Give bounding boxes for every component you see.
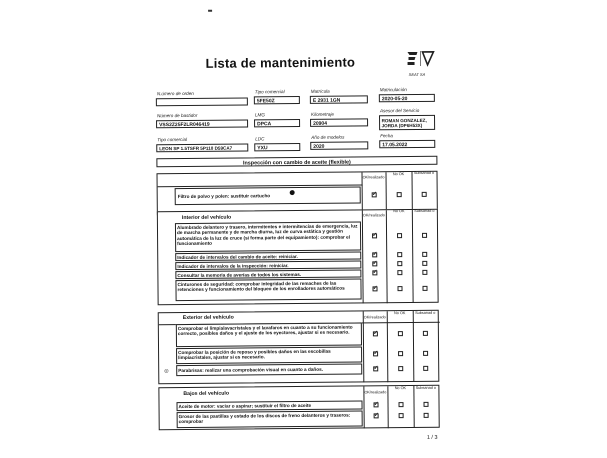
km-label: Kilometraje [311, 113, 334, 118]
scan-speck [208, 10, 212, 12]
checkbox-sub[interactable] [422, 261, 427, 266]
checkbox-sub[interactable] [424, 402, 429, 407]
checkbox-ok[interactable] [372, 261, 377, 266]
modelo-field [310, 141, 368, 150]
checkbox-no[interactable] [397, 286, 402, 291]
lmg-label: LMG [255, 113, 265, 118]
checkbox-no[interactable] [397, 261, 402, 266]
check-item: Alumbrado delantero y trasero, intermitentes e intermitencias de emergencia, luz de marcha permanente y de marcha diurna, luz de curva estática y gestión automática de la luz de cruce (si forma parte del equipamiento): comprobar el funcionamiento [177, 223, 359, 247]
fecha-value: 17.05.2022 [382, 143, 407, 148]
section-title-bajos: Bajos del vehículo [183, 392, 229, 398]
ldc-field [254, 143, 300, 151]
inspection-title: Inspección con cambio de aceite (flexible) [157, 159, 436, 167]
checkbox-sub[interactable] [422, 286, 427, 291]
col-header-sub: Subsanad o [414, 311, 437, 315]
checkbox-sub[interactable] [424, 413, 429, 418]
check-item: Filtro de polvo y polen: sustituir cartucho [178, 193, 298, 200]
checkbox-sub[interactable] [422, 233, 427, 238]
matriculacion-value: 2020-05-20 [382, 97, 408, 102]
ldc-value: YXU [257, 146, 267, 151]
checkbox-sub[interactable] [422, 252, 427, 257]
col-header-ok: OK/realizado [363, 390, 387, 394]
checkbox-ok[interactable] [374, 402, 379, 407]
checkbox-no[interactable] [399, 413, 404, 418]
checkbox-sub[interactable] [423, 331, 428, 336]
circle-mark-icon: ◎ [164, 368, 168, 374]
col-header-ok: OK/realizado [362, 175, 386, 179]
matriculacion-field [379, 94, 435, 102]
checkbox-ok[interactable] [372, 286, 377, 291]
seat-logo [405, 49, 435, 74]
col-header-sub: Subsanad o [413, 209, 436, 213]
ldc-label: LDC [255, 137, 264, 142]
check-item: Grosor de las pastillas y estado de los discos de freno delanteros y traseros: comprobar [179, 412, 361, 425]
col-header-sub: Subsanad o [412, 171, 435, 175]
matricula-value: E 2931 1GN [313, 98, 341, 103]
check-item: Indicador de intervalos del cambio de aceite: reiniciar. [177, 253, 359, 260]
asesor-label: Asesor del Servicio [380, 109, 419, 114]
tipo-field [156, 143, 248, 152]
km-field [310, 118, 368, 127]
checkbox-ok[interactable] [373, 351, 378, 356]
checkbox-ok[interactable] [373, 366, 378, 371]
tipo-comercial-value: 5FE50Z [257, 99, 275, 104]
km-value: 20904 [313, 121, 327, 126]
tipo-value: LEON SP 1.5TSFR 5P110 D59CA7 [159, 146, 232, 151]
checkbox-no[interactable] [397, 192, 402, 197]
checkbox-sub[interactable] [422, 192, 427, 197]
bastidor-field [156, 119, 248, 128]
page-title: Lista de mantenimiento [205, 56, 355, 70]
checkbox-no[interactable] [397, 233, 402, 238]
brand-caption: SEAT SA [409, 73, 426, 77]
checkbox-sub[interactable] [423, 351, 428, 356]
col-header-no: No OK [387, 386, 413, 390]
check-item: Parabrisas: realizar una comprobación visual en cuanto a daños. [178, 366, 360, 373]
check-item: Aceite de motor: vaciar o aspirar; sustituir el filtro de aceite [179, 402, 361, 409]
checkbox-sub[interactable] [423, 366, 428, 371]
bastidor-label: Número de bastidor [157, 114, 197, 119]
page-number: 1 / 3 [427, 436, 438, 442]
orden-field [156, 97, 248, 106]
lmg-value: DPCA [257, 122, 271, 127]
checkbox-ok[interactable] [372, 192, 377, 197]
section-title-exterior: Exterior del vehículo [183, 316, 234, 322]
checkbox-no[interactable] [398, 351, 403, 356]
asesor-field [379, 115, 435, 130]
col-header-ok: OK/realizado [362, 213, 386, 217]
checkbox-ok[interactable] [372, 270, 377, 275]
orden-label: N.úmero de orden [157, 92, 194, 97]
checkbox-ok[interactable] [372, 233, 377, 238]
checkbox-no[interactable] [397, 270, 402, 275]
fecha-label: Fecha [380, 134, 393, 139]
check-item: Comprobar el limpialavacristales y el lavafaros en cuanto a su funcionamiento correcto, posibles daños y el ajuste de los eyectores, ajustar si es necesario. [178, 324, 360, 337]
asesor-value: ROMAN GONZALEZ, JORDA (DP6H53X) [382, 117, 434, 129]
matricula-label: Matrícula [311, 90, 330, 95]
check-item: Comprobar la posición de reposo y posibles daños en las escobillas limpiacristales, ajustar si es necesario. [178, 348, 360, 361]
section-title-interior: Interior del vehículo [182, 216, 231, 222]
modelo-label: Año de modelos [311, 136, 344, 141]
checkbox-sub[interactable] [422, 270, 427, 275]
checkbox-ok[interactable] [372, 252, 377, 257]
checkbox-no[interactable] [398, 331, 403, 336]
bullet-dot [290, 190, 295, 195]
check-item: Consultar la memoria de averías de todos los sistemas. [177, 271, 359, 278]
col-header-no: No OK [385, 172, 411, 176]
checkbox-no[interactable] [398, 366, 403, 371]
inspection-title-bar [156, 156, 437, 167]
matriculacion-label: Matriculación [380, 88, 407, 93]
fecha-field [379, 140, 435, 148]
col-header-ok: OK/realizado [363, 315, 387, 319]
col-header-no: No OK [387, 311, 413, 315]
matricula-field [310, 95, 368, 104]
checkbox-no[interactable] [397, 252, 402, 257]
checkbox-no[interactable] [399, 402, 404, 407]
checkbox-ok[interactable] [374, 413, 379, 418]
bastidor-value: VSS2Z25F2LR046419 [159, 122, 210, 127]
tipo-label: Tipo comercial [157, 138, 187, 143]
col-header-no: No OK [386, 209, 412, 213]
modelo-value: 2020 [313, 144, 324, 149]
check-item: Cinturones de seguridad: comprobar integridad de las remaches de las retenciones y funcionamiento del bloqueo de los enrolladores automáticos [177, 280, 359, 293]
lmg-field [254, 119, 300, 127]
col-header-sub: Subsanad o [414, 386, 437, 390]
tipo-comercial-field [254, 96, 300, 104]
check-item: Indicador de intervalos de la inspección: reiniciar. [177, 262, 359, 269]
tipo-comercial-label: Tipo comercial [255, 90, 285, 95]
checkbox-ok[interactable] [373, 331, 378, 336]
